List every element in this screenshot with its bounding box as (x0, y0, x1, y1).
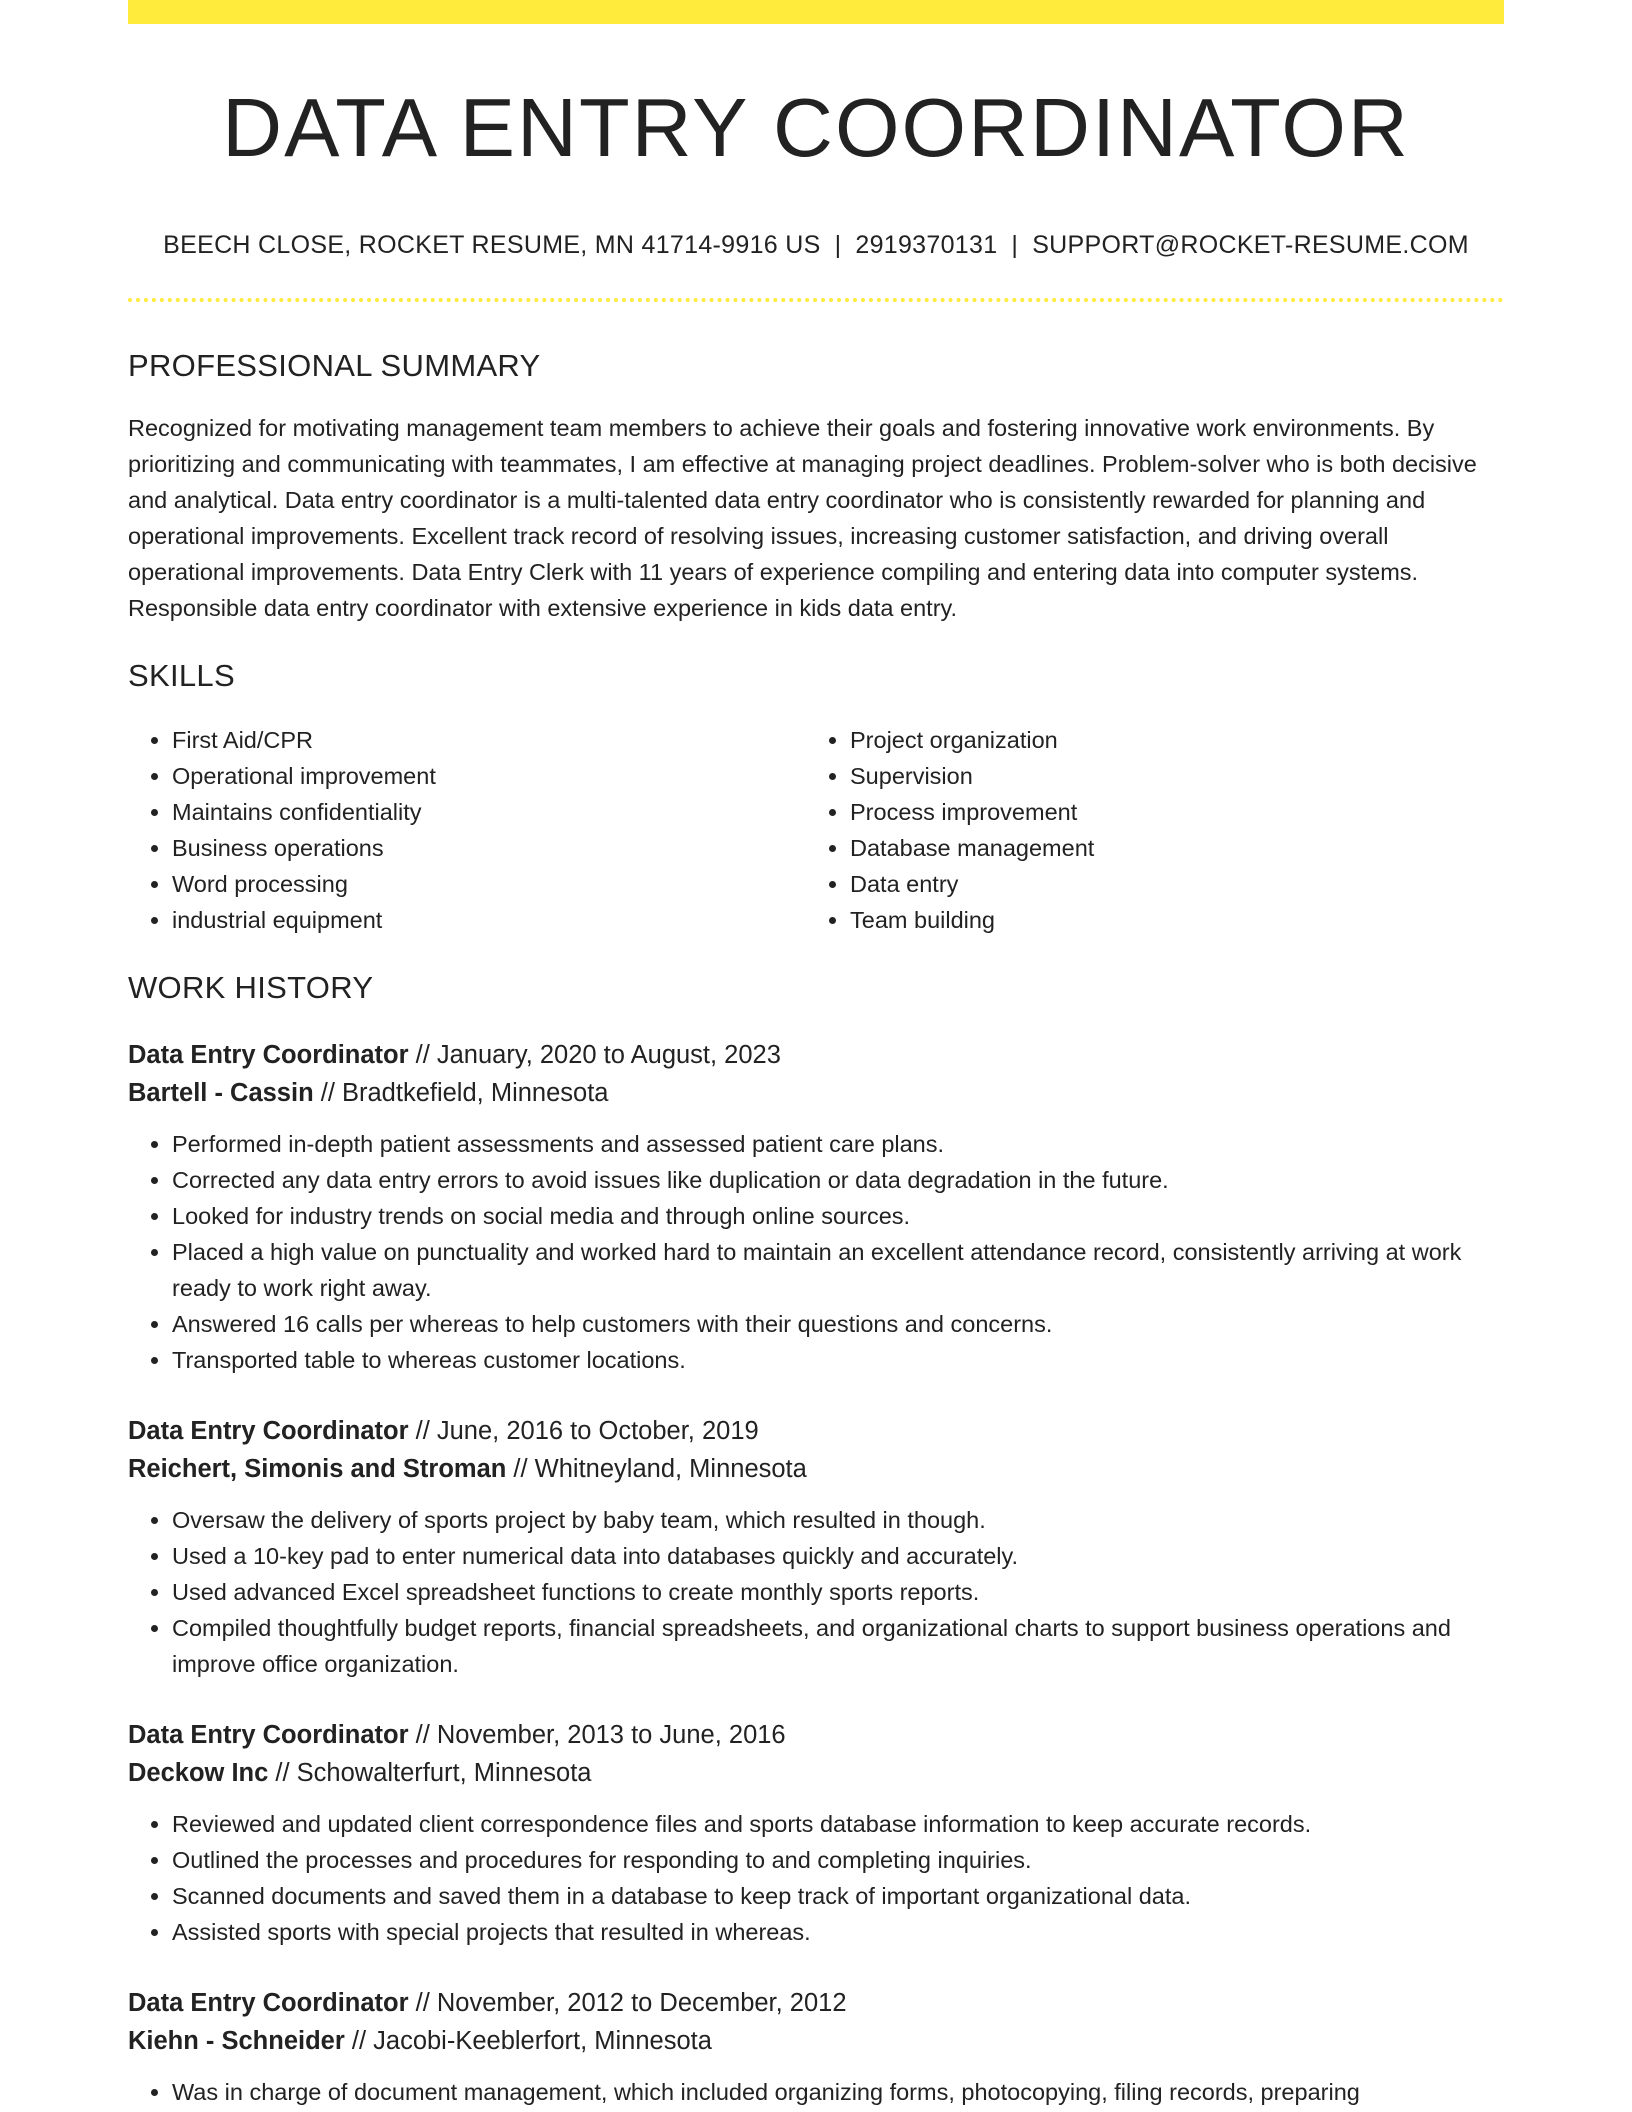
job-title-line (128, 1984, 1504, 2022)
job-bullet: • Assisted sports with special projects that resulted in whereas. (172, 1914, 1504, 1950)
job-company-line (128, 1074, 1504, 1112)
job-title: Data Entry Coordinator (128, 1989, 409, 2018)
job-company: Reichert, Simonis and Stroman (128, 1455, 507, 1484)
resume-page (128, 0, 1504, 2110)
job-company: Bartell - Cassin (128, 1079, 314, 1108)
skills-heading: SKILLS (128, 658, 235, 694)
job-bullet: • Compiled thoughtfully budget reports, financial spreadsheets, and organizational charts to support business operations and improve office organization. (172, 1610, 1504, 1682)
job-bullet: • Oversaw the delivery of sports project by baby team, which resulted in though. (172, 1502, 1504, 1538)
job-bullet: • Used a 10-key pad to enter numerical data into databases quickly and accurately. (172, 1538, 1504, 1574)
skill-item: • Team building (850, 902, 1484, 938)
skill-item: • Maintains confidentiality (172, 794, 806, 830)
job-dates: // June, 2016 to October, 2019 (408, 1417, 759, 1446)
job-bullet: • Outlined the processes and procedures for responding to and completing inquiries. (172, 1842, 1504, 1878)
job-bullet: • Used advanced Excel spreadsheet functions to create monthly sports reports. (172, 1574, 1504, 1610)
skill-item: • Data entry (850, 866, 1484, 902)
job-entry (128, 1412, 1504, 1682)
job-bullet: • Scanned documents and saved them in a database to keep track of important organizational data. (172, 1878, 1504, 1914)
resume-name: DATA ENTRY COORDINATOR (222, 81, 1410, 174)
skill-item: • Operational improvement (172, 758, 806, 794)
skill-item: • Word processing (172, 866, 806, 902)
job-entry (128, 1716, 1504, 1950)
job-title: Data Entry Coordinator (128, 1417, 409, 1446)
job-company-line (128, 1754, 1504, 1792)
job-company-line (128, 2022, 1504, 2060)
contact-line (128, 231, 1504, 260)
skills-column-left (128, 722, 806, 938)
job-bullets (128, 1806, 1504, 1950)
job-dates: // January, 2020 to August, 2023 (408, 1041, 781, 1070)
job-title-line (128, 1036, 1504, 1074)
contact-separator: | (834, 231, 842, 260)
header-divider (128, 298, 1504, 302)
job-title: Data Entry Coordinator (128, 1721, 409, 1750)
job-company: Deckow Inc (128, 1759, 269, 1788)
skills-list (128, 722, 1504, 938)
job-location: // Schowalterfurt, Minnesota (268, 1759, 592, 1788)
summary-text: Recognized for motivating management team members to achieve their goals and fostering innovative work environments. By prioritizing and communicating with teammates, I am effective at managing project deadlines. Problem-solver who is both decisive and analytical. Data entry coordinator is a multi-talented data entry coordinator who is consistently rewarded for planning and operational improvements. Excellent track record of resolving issues, increasing customer satisfaction, and driving overall operational improvements. Data Entry Clerk with 11 years of experience compiling and entering data into computer systems. Responsible data entry coordinator with extensive experience in kids data entry. (128, 415, 1477, 622)
job-dates: // November, 2013 to June, 2016 (408, 1721, 786, 1750)
job-company: Kiehn - Schneider (128, 2027, 345, 2056)
skills-column-right (806, 722, 1484, 938)
job-location: // Whitneyland, Minnesota (506, 1455, 807, 1484)
job-company-line (128, 1450, 1504, 1488)
job-bullet: • Looked for industry trends on social media and through online sources. (172, 1198, 1504, 1234)
contact-phone: 2919370131 (855, 231, 998, 260)
job-title: Data Entry Coordinator (128, 1041, 409, 1070)
job-location: // Bradtkefield, Minnesota (313, 1079, 609, 1108)
job-bullets (128, 1126, 1504, 1378)
job-bullets (128, 2074, 1504, 2110)
work-history-heading: WORK HISTORY (128, 970, 374, 1006)
job-bullet: • Was in charge of document management, which included organizing forms, photocopying, filing records, preparing (172, 2074, 1504, 2110)
skill-item: • Business operations (172, 830, 806, 866)
top-accent-bar (128, 0, 1504, 24)
skill-item: • Database management (850, 830, 1484, 866)
skill-item: • Supervision (850, 758, 1484, 794)
contact-address: BEECH CLOSE, ROCKET RESUME, MN 41714-9916 US (163, 231, 821, 260)
job-bullet: • Corrected any data entry errors to avoid issues like duplication or data degradation in the future. (172, 1162, 1504, 1198)
skill-item: • industrial equipment (172, 902, 806, 938)
contact-email: SUPPORT@ROCKET-RESUME.COM (1032, 231, 1469, 260)
job-bullet: • Performed in-depth patient assessments and assessed patient care plans. (172, 1126, 1504, 1162)
summary-heading: PROFESSIONAL SUMMARY (128, 348, 541, 384)
job-bullets (128, 1502, 1504, 1682)
skill-item: • Process improvement (850, 794, 1484, 830)
job-entry (128, 1036, 1504, 1378)
job-bullet: • Reviewed and updated client correspondence files and sports database information to keep accurate records. (172, 1806, 1504, 1842)
skill-item: • Project organization (850, 722, 1484, 758)
job-bullet: • Transported table to whereas customer locations. (172, 1342, 1504, 1378)
job-title-line (128, 1412, 1504, 1450)
job-dates: // November, 2012 to December, 2012 (408, 1989, 847, 2018)
job-title-line (128, 1716, 1504, 1754)
job-entry (128, 1984, 1504, 2110)
job-location: // Jacobi-Keeblerfort, Minnesota (344, 2027, 712, 2056)
job-bullet: • Answered 16 calls per whereas to help customers with their questions and concerns. (172, 1306, 1504, 1342)
contact-separator: | (1011, 231, 1019, 260)
skill-item: • First Aid/CPR (172, 722, 806, 758)
job-bullet: • Placed a high value on punctuality and worked hard to maintain an excellent attendance record, consistently arriving at work ready to work right away. (172, 1234, 1504, 1306)
